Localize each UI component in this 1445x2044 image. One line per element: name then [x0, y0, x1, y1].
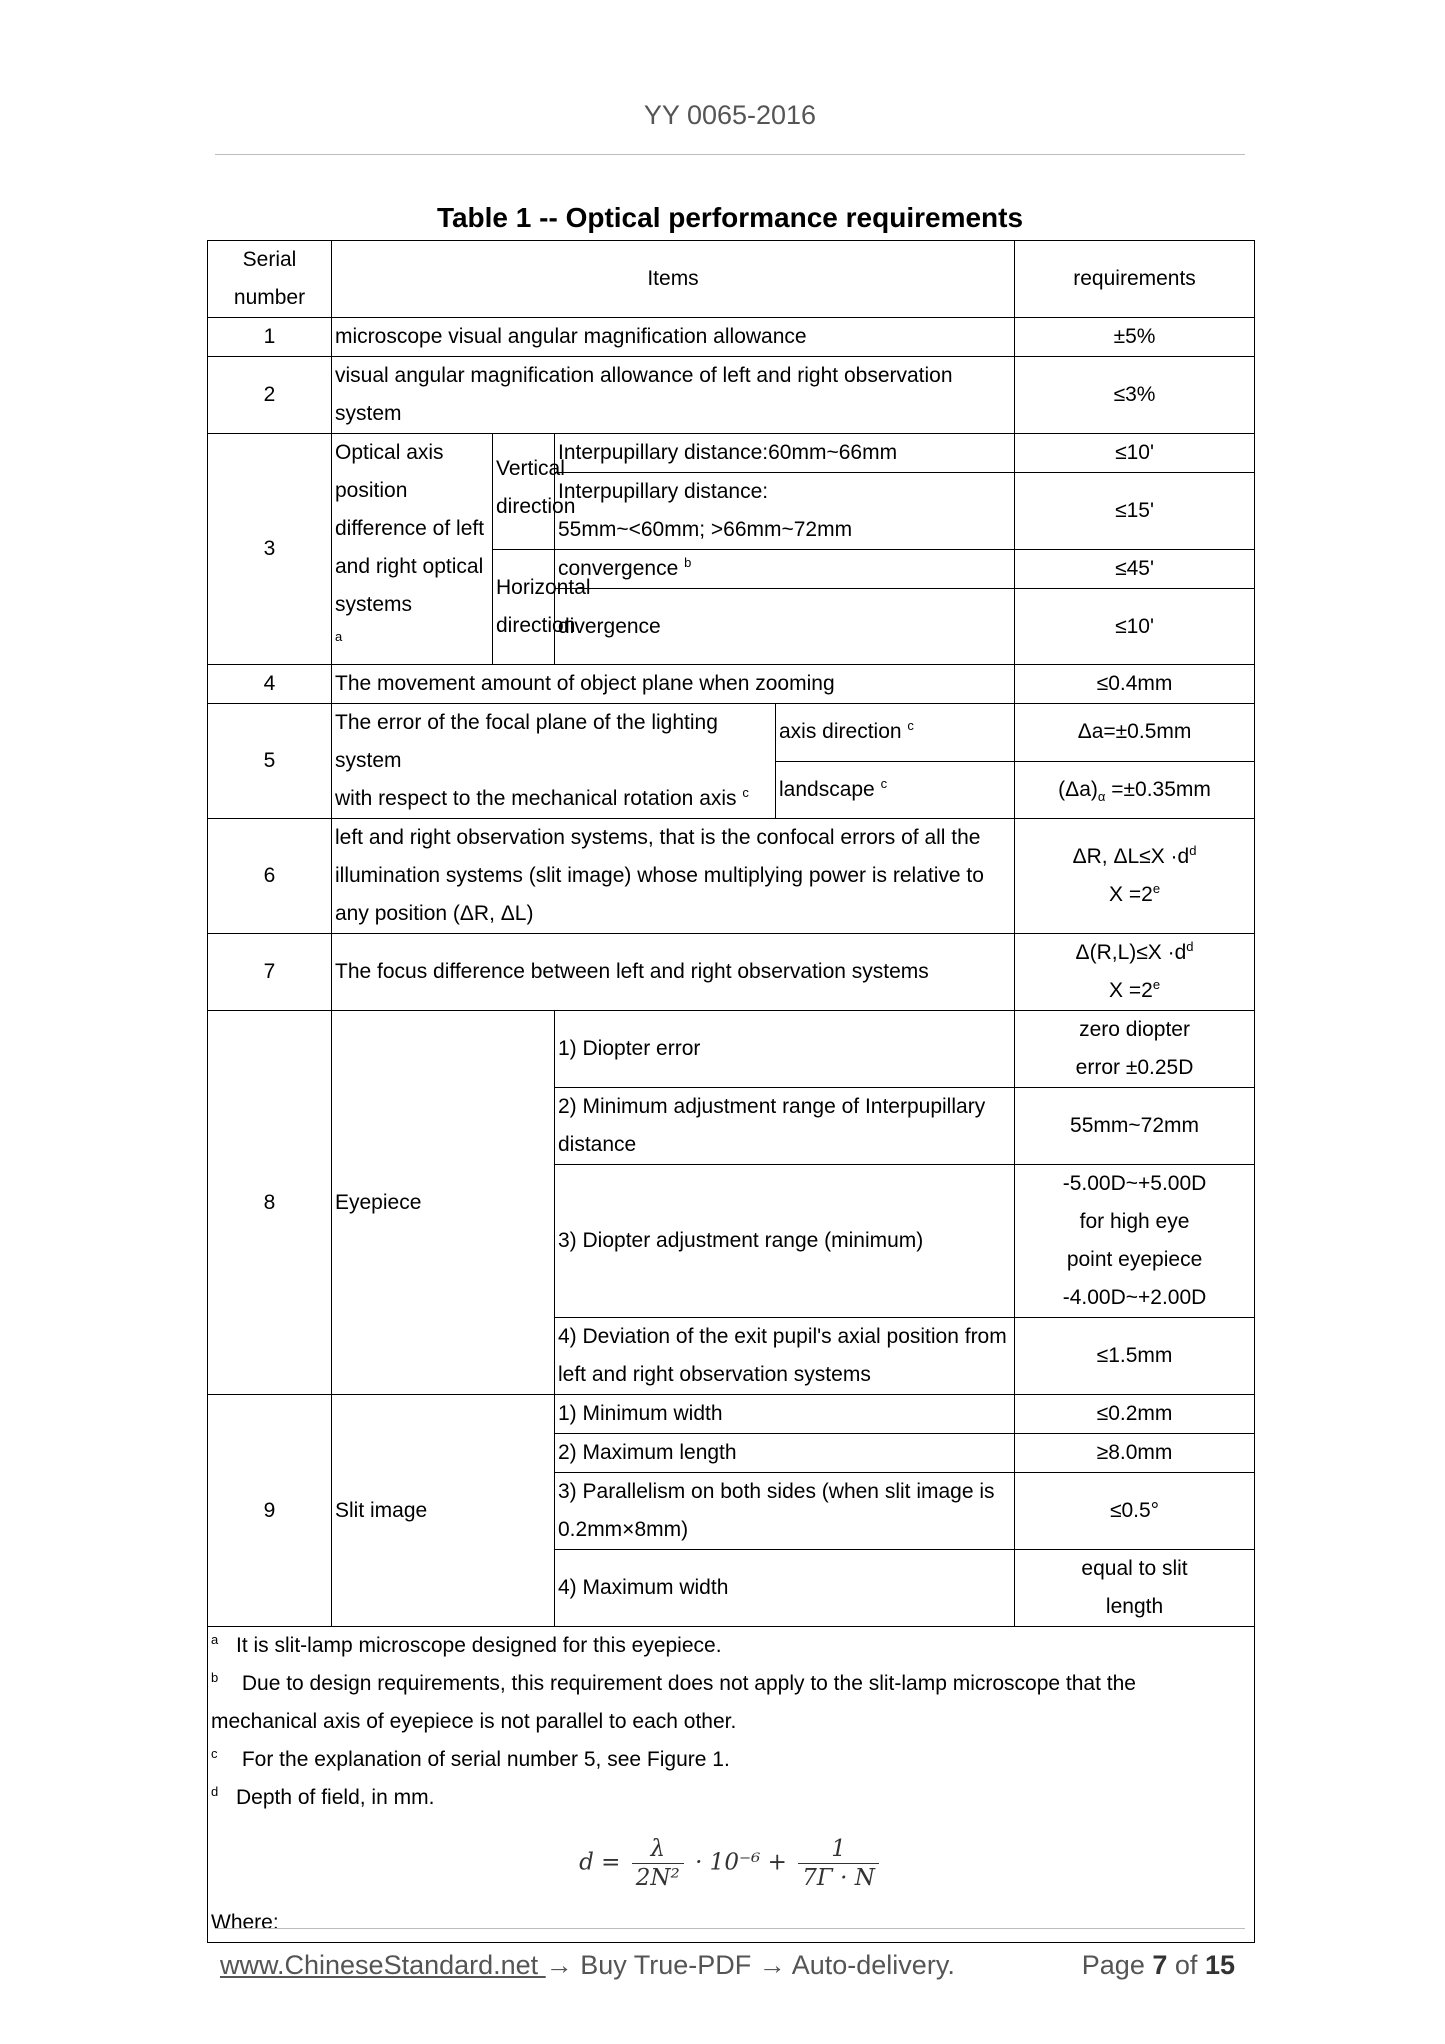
- requirement-cell: ≤0.2mm: [1015, 1395, 1255, 1434]
- table-row: [208, 1395, 1255, 1434]
- sub-item-cell: 4) Deviation of the exit pupil's axial position from left and right observation systems: [555, 1318, 1015, 1395]
- sub-item-cell: landscape $^c$: [776, 761, 1015, 819]
- optical-requirements-table: [207, 240, 1255, 1943]
- item-cell: Eyepiece: [332, 1011, 555, 1395]
- header-divider: [215, 154, 1245, 155]
- footnote-d: $^d$ Depth of field, in mm.: [211, 1784, 435, 1809]
- page-total: 15: [1204, 1950, 1235, 1980]
- footnote-a: $^a$ It is slit-lamp microscope designed for this eyepiece.: [211, 1632, 722, 1657]
- footnote-where: Where:: [211, 1911, 279, 1934]
- requirement-cell: equal to slit length: [1015, 1550, 1255, 1627]
- item-group-cell: Optical axis position difference of left and right optical systems $^a$: [332, 434, 493, 665]
- sub-item-cell: 3) Parallelism on both sides (when slit image is 0.2mm×8mm): [555, 1473, 1015, 1550]
- arrow-right-icon: →: [545, 1950, 573, 1980]
- requirement-cell: ≤45': [1015, 550, 1255, 589]
- requirement-cell: ≤10': [1015, 434, 1255, 473]
- vertical-direction-cell: Vertical direction: [493, 434, 555, 550]
- page-footer: [220, 1950, 1235, 1981]
- sub-item-cell: Interpupillary distance:60mm~66mm: [555, 434, 1015, 473]
- requirement-cell: ≤15': [1015, 473, 1255, 550]
- serial-number-cell: 4: [208, 665, 332, 704]
- item-cell: microscope visual angular magnification allowance: [332, 318, 1015, 357]
- requirement-cell: zero diopter error ±0.25D: [1015, 1011, 1255, 1088]
- requirement-cell: Δa=±0.5mm: [1015, 704, 1255, 762]
- item-cell: The error of the focal plane of the lighting system with respect to the mechanical rotation axis $^c$: [332, 704, 776, 819]
- formula-fraction-2: $\frac{1}{7\Gamma \cdot N}$: [798, 1835, 879, 1892]
- serial-number-cell: 9: [208, 1395, 332, 1627]
- item-cell: Slit image: [332, 1395, 555, 1627]
- footnote-c: $^c$ For the explanation of serial number 5, see Figure 1.: [211, 1746, 730, 1771]
- requirement-cell: $\Delta(R,L)\le X \cdot d^d$ $X =2^e$: [1015, 934, 1255, 1011]
- footnotes-row: [208, 1627, 1255, 1943]
- sub-item-cell: 1) Minimum width: [555, 1395, 1015, 1434]
- sub-item-cell: 2) Maximum length: [555, 1434, 1015, 1473]
- formula-fraction-1: $\frac{\lambda}{\text{2N²}}$: [632, 1835, 684, 1892]
- table-row: [208, 1011, 1255, 1088]
- table-row: [208, 819, 1255, 934]
- table-title: Table 1 -- Optical performance requirements: [436, 202, 1024, 233]
- table-row: [208, 318, 1255, 357]
- serial-number-cell: 1: [208, 318, 332, 357]
- requirement-cell: ±5%: [1015, 318, 1255, 357]
- item-cell: The movement amount of object plane when zooming: [332, 665, 1015, 704]
- header-serial-number: Serial number: [208, 241, 332, 318]
- table-header-row: [208, 241, 1255, 318]
- sub-item-cell: 2) Minimum adjustment range of Interpupillary distance: [555, 1088, 1015, 1165]
- requirement-cell: ≤0.4mm: [1015, 665, 1255, 704]
- serial-number-cell: 6: [208, 819, 332, 934]
- requirement-cell: ΔR, $\Delta L\le X \cdot d^d$ $X =2^e$: [1015, 819, 1255, 934]
- requirement-cell: -5.00D~+5.00D for high eye point eyepiece -4.00D~+2.00D: [1015, 1165, 1255, 1318]
- table-row: [208, 357, 1255, 434]
- auto-delivery-text: Auto-delivery.: [785, 1950, 955, 1980]
- horizontal-direction-cell: Horizontal direction: [493, 550, 555, 665]
- requirement-cell: ≤0.5°: [1015, 1473, 1255, 1550]
- requirement-cell: 55mm~72mm: [1015, 1088, 1255, 1165]
- item-cell: The focus difference between left and right observation systems: [332, 934, 1015, 1011]
- document-code-header: YY 0065-2016: [643, 100, 817, 130]
- footer-divider: [215, 1928, 1245, 1929]
- sub-item-cell: convergence $^b$: [555, 550, 1015, 589]
- requirement-cell: $(\Delta a)_\alpha =\pm 0.35mm$: [1015, 761, 1255, 819]
- page-number: 7: [1152, 1950, 1168, 1980]
- serial-number-cell: 8: [208, 1011, 332, 1395]
- table-row: [208, 934, 1255, 1011]
- sub-item-cell: 3) Diopter adjustment range (minimum): [555, 1165, 1015, 1318]
- header-items: Items: [332, 241, 1015, 318]
- website-link[interactable]: www.ChineseStandard.net: [220, 1950, 546, 1980]
- item-cell: left and right observation systems, that is the confocal errors of all the illumination systems (slit image) whose multiplying power is relative to any position (ΔR, ΔL): [332, 819, 1015, 934]
- serial-number-cell: 3: [208, 434, 332, 665]
- sub-item-cell: divergence: [555, 589, 1015, 665]
- sub-item-cell: axis direction $^c$: [776, 704, 1015, 762]
- requirement-cell: ≤10': [1015, 589, 1255, 665]
- requirement-cell: ≥8.0mm: [1015, 1434, 1255, 1473]
- footnote-b: $^b$ Due to design requirements, this requirement does not apply to the slit-lamp microscope that the mechanical axis of eyepiece is not parallel to each other.: [211, 1670, 1136, 1733]
- sub-item-cell: Interpupillary distance: 55mm~<60mm; >66mm~72mm: [555, 473, 1015, 550]
- serial-number-cell: 2: [208, 357, 332, 434]
- footnotes-cell: [208, 1627, 1255, 1943]
- depth-of-field-formula: d = $\frac{\lambda}{\text{2N²}}$ · 10⁻⁶ + $\frac{1}{7\Gamma \cdot N}$: [211, 1835, 1251, 1892]
- buy-text: Buy True-PDF: [572, 1950, 759, 1980]
- serial-number-cell: 5: [208, 704, 332, 819]
- table-row: [208, 704, 1255, 762]
- requirement-cell: ≤1.5mm: [1015, 1318, 1255, 1395]
- requirement-cell: ≤3%: [1015, 357, 1255, 434]
- serial-number-cell: 7: [208, 934, 332, 1011]
- sub-item-cell: 4) Maximum width: [555, 1550, 1015, 1627]
- header-requirements: requirements: [1015, 241, 1255, 318]
- page-indicator: Page 7 of 15: [1081, 1950, 1235, 1980]
- table-row: [208, 665, 1255, 704]
- arrow-right-icon: →: [758, 1950, 786, 1980]
- sub-item-cell: 1) Diopter error: [555, 1011, 1015, 1088]
- item-cell: visual angular magnification allowance of left and right observation system: [332, 357, 1015, 434]
- table-row: [208, 434, 1255, 473]
